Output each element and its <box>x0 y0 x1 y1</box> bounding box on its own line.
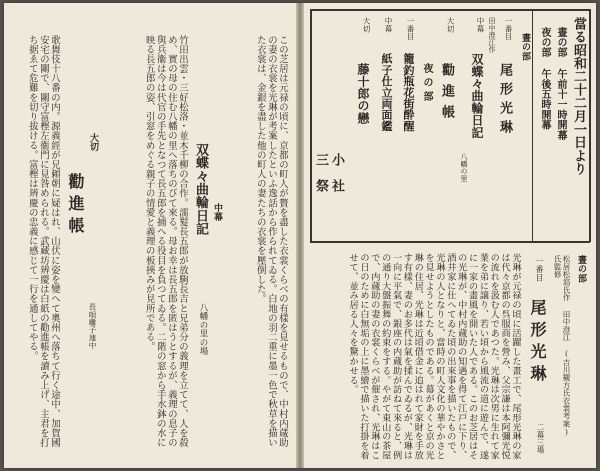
middle-rule <box>310 241 590 243</box>
schedule-day: 晝の部 午前十一時開幕 <box>555 27 566 141</box>
night-item-2-number: 中幕 <box>384 17 393 33</box>
section3-body: 歌舞伎十八番の内。源義經が兄頼朝に疑はれ、山伏に姿を變へて奧州へ落ちて行く途中、加賀國安宅の關で、關守富樫左衞門に見咎められる。武藏坊辨慶は白紙の勸進帳を讀み上げ、主君を打ち据ゑて危難を切り拔ける。富樫は辨慶の忠義に感じて一行を通してやる。 <box>26 35 60 448</box>
left-article-intro: この芝居は元禄の頃に、京都の町人が贅を盡した衣裳くらべの有樣を見せるもので、中村内蔵助の妻の衣裳を光琳が考案したといふ逸話から作られてゐる。白地の羽二重に墨一色で秋草を描いた衣裳は、金銀を盡した他の町人の妻たちの衣裳を壓倒した。 <box>254 35 288 448</box>
program-item-3-number: 大切 <box>446 17 455 33</box>
magazine-spread <box>4 3 596 468</box>
extra-title-3: 社 <box>329 179 344 193</box>
night-item-1-title: 籠釣瓶花街酔醒 <box>402 53 415 132</box>
article-source-note: (吉川観方氏衣裳考案) <box>562 349 571 437</box>
header-divider <box>532 11 533 241</box>
article-body: 光琳が元禄の頃に活躍した畫工で、尾形光琳の家は代々京都の呉服商を營み、父宗謙は本阿彌光悦の流れを汲む人であつた。光琳は次男に生れて家業を弟に譲り、若い頃から風流の道に遊んで、遂に一家の畫風を開いた人である。このお芝居はその光琳が、中村内蔵助の知遇を得て江戸に下り、酒井家に仕へてゐた頃の出來事を描いたもので、光琳の人となりと、當時の町人文化の華やかさとを見せようとしたものである。幕があくと京の光琳の住居、光琳は近頃借金に追はれて家財を手放す有樣、妻のお多代は氣を揉んでゐるが、光琳は一向に平氣で、銀座の内蔵助が訪ねて來ると、例の通り大盤振舞の約束をする。やがて東山の茶屋で、内蔵助の妻の衣裳くらべが催され、光琳はこの日のために白無垢の上に墨繪で描いた打掛を着せて、並み居る人々を驚かせる。 <box>347 253 521 460</box>
top-rule <box>310 9 590 11</box>
extra-title-2: 三 <box>313 153 328 167</box>
section2-body: 竹田出雲・三好松洛・並木千柳の合作。濡髮長五郎が放駒長吉と兄弟分の義理を立てて、人を殺め、實の母の住む八幡の里へ落ちのびて來る。母お幸は長五郎を匿はうとするが、義理の息子の與兵衞は今は代官の手先となつて長五郎を捕へる役目を負つてゐる。二階の窓から手水鉢の水に映る長五郎の姿、引窓をめぐる親子の情愛と義理の板挾みが見所である。 <box>143 35 188 448</box>
program-item-3-title: 勸進帳 <box>439 63 454 126</box>
program-item-1-title: 尾形光琳 <box>497 63 512 139</box>
book-gutter <box>296 3 304 468</box>
section2-label: 中幕 <box>212 203 222 222</box>
day-section-label: 晝の部 <box>520 33 530 61</box>
right-page <box>304 3 596 468</box>
night-section-label: 夜の部 <box>421 63 432 105</box>
section3-title: 勸進帳 <box>66 173 85 239</box>
night-item-2-title: 紙子仕立両面鑑 <box>380 53 393 132</box>
extra-title-4: 祭 <box>313 179 328 193</box>
program-item-2-note: 八幡の里 <box>460 153 468 182</box>
night-item-3-number: 大切 <box>362 17 371 33</box>
article-author-line: 松居松翁氏作 田中澄江氏監修 <box>553 255 571 342</box>
section3-label: 大切 <box>88 133 98 152</box>
section3-cast: 長唄囃子連中 <box>88 303 97 350</box>
article-number: 一番目 <box>535 257 544 282</box>
date-line: 當る昭和二十二月一日より <box>571 17 586 176</box>
left-page <box>4 3 296 468</box>
program-item-2-number: 中幕 <box>476 17 485 33</box>
extra-title-1: 小 <box>329 153 344 167</box>
left-edge-rule <box>310 9 312 242</box>
right-edge-rule <box>589 9 591 242</box>
program-item-1-number: 一番目 <box>504 17 513 41</box>
section2-scene: 八幡の里の場 <box>198 303 208 356</box>
article-section-label: 晝の部 <box>576 255 586 283</box>
article-scene-note: 二幕三場 <box>536 423 545 454</box>
night-item-3-title: 藤十郎の戀 <box>356 63 370 124</box>
night-item-1-number: 一番目 <box>406 17 415 41</box>
program-item-1-note: 田中澄江作 <box>488 17 496 53</box>
section2-title: 双蝶々曲輪日記 <box>193 143 208 236</box>
program-item-2-title: 双蝶々曲輪日記 <box>470 53 484 139</box>
article-title: 尾形光琳 <box>528 299 547 387</box>
schedule-night: 夜の部 午後五時開幕 <box>539 27 550 130</box>
